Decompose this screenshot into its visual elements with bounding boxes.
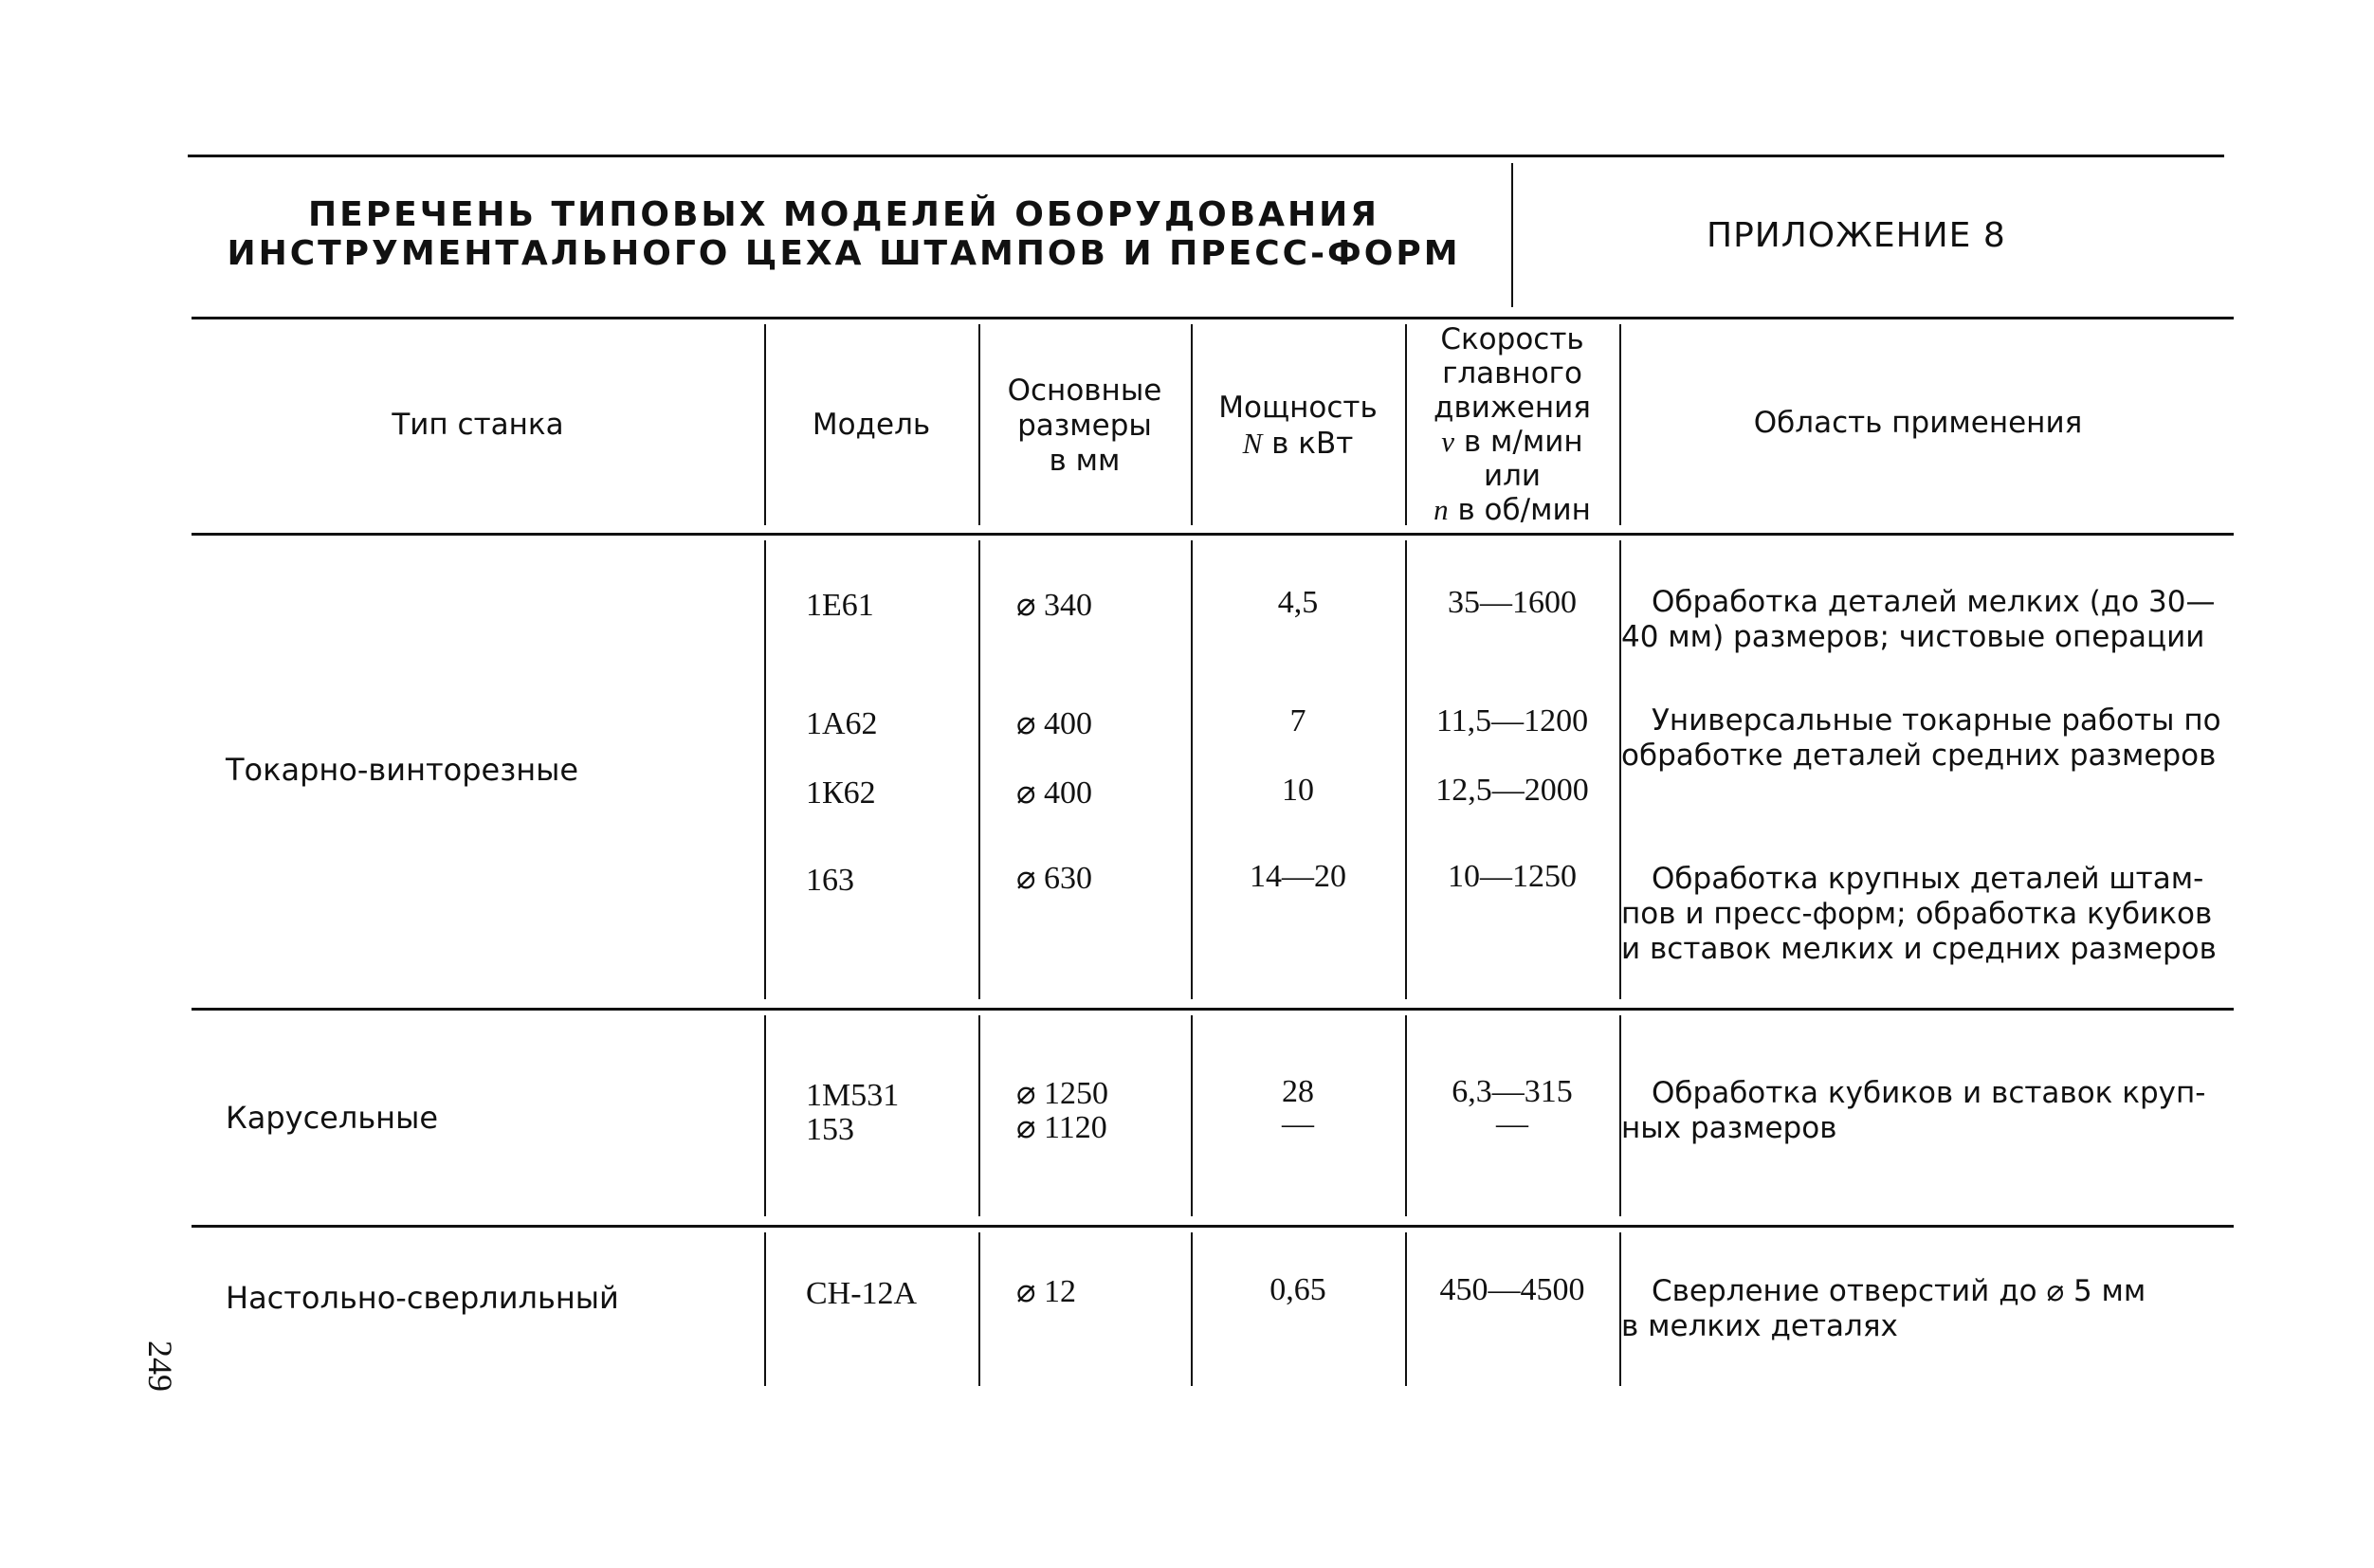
model-1m531: 1М531 (806, 1078, 900, 1113)
area-1a62: Универсальные токарные работы по обработке деталей средних размеров (1621, 703, 2221, 773)
model-ch12a: СН-12А (806, 1276, 918, 1311)
area-1e61: Обработка деталей мелких (до 30— 40 мм) размеров; чистовые операции (1621, 585, 2216, 654)
model-163: 163 (806, 863, 854, 898)
dim-153: ⌀ 1120 (1016, 1110, 1107, 1145)
title-divider (1511, 163, 1513, 307)
dim-1m531: ⌀ 1250 (1016, 1076, 1108, 1111)
speed-163: 10—1250 (1448, 859, 1577, 894)
header-speed: Скорость главного движения v в м/мин или n в об/мин (1434, 322, 1591, 527)
header-power: Мощность N в кВт (1218, 391, 1378, 461)
speed-ch12a: 450—4500 (1439, 1272, 1585, 1307)
model-1e61: 1Е61 (806, 588, 874, 623)
page-title (190, 195, 1498, 273)
rule-group-1 (192, 1008, 2234, 1011)
model-1k62: 1К62 (806, 775, 876, 811)
header-type: Тип станка (392, 408, 564, 442)
page-number: 249 (141, 1340, 179, 1392)
power-1m531: 28 (1282, 1074, 1314, 1109)
dim-1k62: ⌀ 400 (1016, 775, 1092, 811)
dim-1a62: ⌀ 400 (1016, 706, 1092, 741)
type-drill: Настольно-сверлильный (226, 1280, 619, 1316)
title-line-1: ПЕРЕЧЕНЬ ТИПОВЫХ МОДЕЛЕЙ ОБОРУДОВАНИЯ (308, 195, 1379, 234)
model-1a62: 1А62 (806, 706, 878, 741)
area-carousel: Обработка кубиков и вставок круп- ных размеров (1621, 1076, 2206, 1145)
header-dims: Основные размеры в мм (1007, 374, 1162, 478)
power-163: 14—20 (1250, 859, 1346, 894)
area-163: Обработка крупных деталей штам- пов и пресс-форм; обработка кубиков и вставок мелких и средних размеров (1621, 862, 2217, 966)
header-model: Модель (812, 408, 931, 442)
dim-ch12a: ⌀ 12 (1016, 1274, 1076, 1309)
speed-153: — (1496, 1106, 1528, 1141)
rule-header-top (192, 317, 2234, 319)
area-drill: Сверление отверстий до ⌀ 5 мм в мелких деталях (1621, 1274, 2146, 1343)
power-ch12a: 0,65 (1269, 1272, 1326, 1307)
speed-1k62: 12,5—2000 (1435, 773, 1589, 808)
rule-header-bottom (192, 533, 2234, 536)
rule-top (188, 155, 2224, 157)
model-153: 153 (806, 1112, 854, 1147)
speed-1m531: 6,3—315 (1452, 1074, 1573, 1109)
title-line-2: ИНСТРУМЕНТАЛЬНОГО ЦЕХА ШТАМПОВ И ПРЕСС-ФОРМ (227, 234, 1461, 273)
power-1e61: 4,5 (1277, 585, 1319, 620)
dim-1e61: ⌀ 340 (1016, 588, 1092, 623)
header-area: Область применения (1753, 406, 2083, 440)
speed-1a62: 11,5—1200 (1435, 703, 1589, 738)
type-carousel: Карусельные (226, 1100, 439, 1136)
rule-group-2 (192, 1225, 2234, 1228)
dim-163: ⌀ 630 (1016, 861, 1092, 896)
power-153: — (1282, 1106, 1314, 1141)
appendix-label: ПРИЛОЖЕНИЕ 8 (1707, 216, 2006, 255)
power-1a62: 7 (1289, 703, 1306, 738)
speed-1e61: 35—1600 (1448, 585, 1577, 620)
power-1k62: 10 (1282, 773, 1314, 808)
type-turning: Токарно-винторезные (226, 752, 579, 788)
